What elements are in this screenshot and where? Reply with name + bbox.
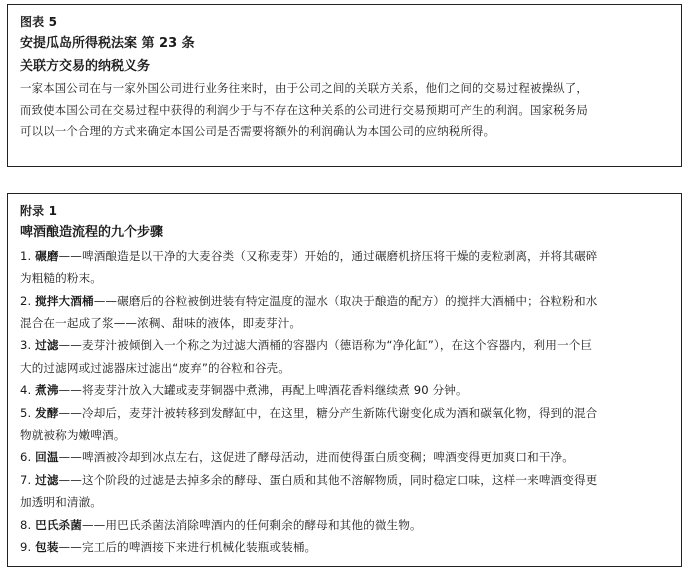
step-text: 物就被称为嫩啤酒。: [20, 428, 126, 443]
step-number: 6.: [20, 450, 36, 465]
step-number: 8.: [20, 517, 36, 532]
step-text: ——碾磨后的谷粒被倒进装有特定温度的湿水（取决于酿造的配方）的搅拌大酒桶中；谷粒粉和水: [93, 293, 598, 308]
step-line: [20, 446, 671, 468]
step-line: [20, 290, 671, 312]
step-number: 2.: [20, 293, 36, 308]
step-number: 9.: [20, 540, 36, 555]
step-line: [20, 312, 671, 334]
step-text: ——麦芽汁被倾倒入一个称之为过滤大酒桶的容器内（德语称为“净化缸”），在这个容器内，利用一个巨: [58, 338, 593, 353]
step-text: ——完工后的啤酒接下来进行机械化装瓶或装桶。: [58, 540, 317, 555]
step-text: 混合在一起成了浆——浓稠、甜味的液体，即麦芽汁。: [20, 316, 302, 331]
step-name: 包装: [35, 540, 59, 555]
chart5-label: 图表 5: [20, 15, 58, 29]
step-line: [20, 424, 671, 446]
step-name: 煮沸: [35, 383, 59, 398]
step-text: ——啤酒酿造是以干净的大麦谷类（又称麦芽）开始的，通过碾磨机挤压将干燥的麦粒剥离，并将其碾碎: [58, 248, 598, 263]
step-line: [20, 245, 671, 267]
step-name: 回温: [35, 450, 59, 465]
step-line: [20, 514, 671, 536]
step-line: [20, 491, 671, 513]
steps-list: [20, 245, 671, 559]
step-name: 过滤: [35, 472, 59, 487]
appendix1-title: 啤酒酿造流程的九个步骤: [20, 225, 164, 241]
step-number: 3.: [20, 338, 36, 353]
step-line: [20, 357, 671, 379]
appendix1-box: [7, 193, 682, 567]
chart5-body-line: 可以以一个合理的方式来确定本国公司是否需要将额外的利润确认为本国公司的应纳税所得。: [20, 123, 496, 138]
chart5-body-line: 一家本国公司在与一家外国公司进行业务往来时，由于公司之间的关联方关系，他们之间的交易过程被操纵了，: [20, 81, 588, 96]
step-text: 大的过滤网或过滤器床过滤出“废弃”的谷粒和谷壳。: [20, 360, 290, 375]
step-number: 7.: [20, 472, 36, 487]
step-line: [20, 267, 671, 289]
step-text: 为粗糙的粉末。: [20, 271, 102, 286]
step-name: 过滤: [35, 338, 59, 353]
step-text: ——这个阶段的过滤是去掉多余的酵母、蛋白质和其他不溶解物质，同时稳定口味，这样一来啤酒变得更: [58, 472, 598, 487]
chart5-title: 安提瓜岛所得税法案 第 23 条: [20, 36, 195, 52]
step-text: ——将麦芽汁放入大罐或麦芽铜器中煮沸，再配上啤酒花香料继续煮 90 分钟。: [58, 383, 468, 398]
step-text: ——冷却后，麦芽汁被转移到发酵缸中，在这里，糖分产生新陈代谢变化成为酒和碳氧化物，得到的混合: [58, 405, 598, 420]
step-text: 加透明和清澈。: [20, 495, 102, 510]
step-line: [20, 402, 671, 424]
chart5-subtitle: 关联方交易的纳税义务: [20, 58, 151, 74]
step-line: [20, 536, 671, 558]
step-line: [20, 379, 671, 401]
step-text: ——用巴氏杀菌法消除啤酒内的任何剩余的酵母和其他的微生物。: [81, 517, 422, 532]
chart5-body-line: 而致使本国公司在交易过程中获得的利润少于与不存在这种关系的公司进行交易预期可产生的利润。国家税务局: [20, 102, 588, 117]
step-name: 碾磨: [35, 248, 59, 263]
step-number: 4.: [20, 383, 36, 398]
chart5-box: [7, 4, 682, 167]
step-name: 发酵: [35, 405, 59, 420]
appendix1-label: 附录 1: [20, 204, 58, 218]
step-name: 搅拌大酒桶: [35, 293, 94, 308]
step-name: 巴氏杀菌: [35, 517, 82, 532]
step-text: ——啤酒被冷却到冰点左右，这促进了酵母活动，进而使得蛋白质变稠；啤酒变得更加爽口和干净。: [58, 450, 574, 465]
step-line: [20, 334, 671, 356]
step-line: [20, 469, 671, 491]
step-number: 5.: [20, 405, 36, 420]
step-number: 1.: [20, 248, 36, 263]
